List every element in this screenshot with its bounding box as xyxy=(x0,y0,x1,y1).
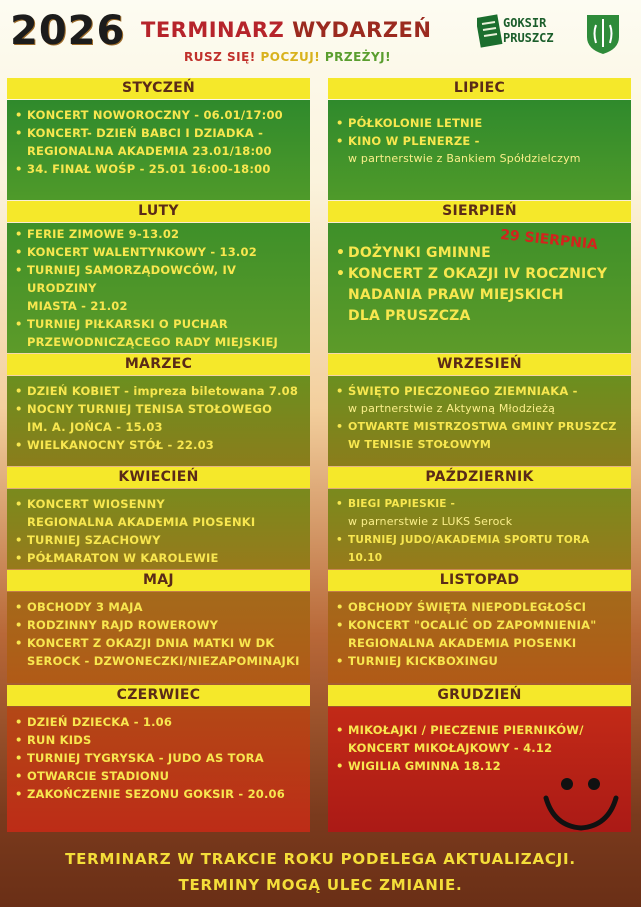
item-text: OTWARTE MISTRZOSTWA GMINY PRUSZCZ xyxy=(348,420,617,433)
logo-text xyxy=(503,16,554,46)
month-header-grudzien: GRUDZIEŃ xyxy=(328,685,631,706)
item-text: KONCERT NOWOROCZNY - 06.01/17:00 xyxy=(27,108,283,122)
item-text: TURNIEJ SZACHOWY xyxy=(27,533,161,547)
list-item xyxy=(334,598,625,616)
item-text: 34. FINAŁ WOŚP - 25.01 16:00-18:00 xyxy=(27,162,271,176)
item-text: TURNIEJ SAMORZĄDOWCÓW, IV URODZINY xyxy=(27,263,237,295)
list-item xyxy=(334,132,625,168)
item-text: DZIEŃ KOBIET - impreza biletowana 7.08 xyxy=(27,384,299,398)
month-box-kwiecien xyxy=(7,489,310,569)
list-item xyxy=(334,531,625,567)
item-text-cont: PRZEWODNICZĄCEGO RADY MIEJSKIEJ xyxy=(27,335,279,349)
item-text: WIELKANOCNY STÓŁ - 22.03 xyxy=(27,438,214,452)
list-item xyxy=(13,261,304,315)
item-text: PÓŁMARATON W KAROLEWIE xyxy=(27,551,219,565)
list-item xyxy=(13,749,304,767)
item-text: DZIEŃ DZIECKA - 1.06 xyxy=(27,715,173,729)
item-text: RUN KIDS xyxy=(27,733,92,747)
item-text-cont: SEROCK - DZWONECZKI/NIEZAPOMINAJKI xyxy=(27,654,300,668)
month-box-lipiec xyxy=(328,100,631,200)
item-text: PÓŁKOLONIE LETNIE xyxy=(348,116,483,130)
item-subtext: w partnerstwie z Aktywną Młodzieżą xyxy=(348,402,556,415)
item-text: OTWARCIE STADIONU xyxy=(27,769,170,783)
list-item xyxy=(13,495,304,531)
footer-note-1: TERMINARZ W TRAKCIE ROKU PODELEGA AKTUALIZACJI. xyxy=(65,850,576,868)
footer-note-2: TERMINY MOGĄ ULEC ZMIANIE. xyxy=(178,876,463,894)
right-column xyxy=(328,78,631,833)
list-item xyxy=(13,124,304,160)
item-text: OBCHODY ŚWIĘTA NIEPODLEGŁOŚCI xyxy=(348,600,587,614)
page-title xyxy=(141,18,431,42)
list-item xyxy=(13,531,304,549)
item-text: DOŻYNKI GMINNE xyxy=(348,245,491,261)
month-header-marzec: MARZEC xyxy=(7,354,310,375)
list-item xyxy=(13,243,304,261)
logo-line-2: PRUSZCZ xyxy=(503,31,554,45)
item-text: TURNIEJ TYGRYSKA - JUDO AS TORA xyxy=(27,751,264,765)
month-header-sierpien: SIERPIEŃ xyxy=(328,201,631,222)
list-item xyxy=(13,731,304,749)
title-part-1: TERMINARZ xyxy=(141,18,285,42)
item-text: KONCERT WIOSENNY xyxy=(27,497,165,511)
month-header-maj: MAJ xyxy=(7,570,310,591)
item-text: BIEGI PAPIESKIE - xyxy=(348,498,456,510)
item-text: TURNIEJ KICKBOXINGU xyxy=(348,654,499,668)
item-text-cont: REGIONALNA AKADEMIA PIOSENKI xyxy=(27,515,256,529)
month-header-styczen: STYCZEŃ xyxy=(7,78,310,99)
list-item xyxy=(334,382,625,418)
item-text: KONCERT Z OKAZJI IV ROCZNICY xyxy=(348,266,608,282)
slogan-1: RUSZ SIĘ! xyxy=(184,50,256,64)
list-item xyxy=(334,721,625,757)
list-item xyxy=(334,495,625,531)
item-text-cont: REGIONALNA AKADEMIA 23.01/18:00 xyxy=(27,144,272,158)
item-text: KONCERT Z OKAZJI DNIA MATKI W DK xyxy=(27,636,275,650)
item-text: MIKOŁAJKI / PIECZENIE PIERNIKÓW/ xyxy=(348,723,584,737)
list-item xyxy=(334,418,625,454)
year-title: 2026 xyxy=(10,8,126,54)
item-text-cont: NADANIA PRAW MIEJSKICH xyxy=(348,287,564,303)
list-item xyxy=(13,767,304,785)
title-part-2: WYDARZEŃ xyxy=(292,18,432,42)
month-box-pazdziernik xyxy=(328,489,631,569)
list-item xyxy=(13,549,304,567)
list-item xyxy=(334,652,625,670)
month-header-kwiecien: KWIECIEŃ xyxy=(7,467,310,488)
list-item xyxy=(13,785,304,803)
item-text: KINO W PLENERZE - xyxy=(348,134,480,148)
item-text: WIGILIA GMINNA 18.12 xyxy=(348,759,501,773)
list-item xyxy=(334,616,625,652)
month-header-luty: LUTY xyxy=(7,201,310,222)
list-item xyxy=(13,598,304,616)
list-item xyxy=(13,436,304,454)
month-header-lipiec: LIPIEC xyxy=(328,78,631,99)
list-item xyxy=(13,160,304,178)
slogan-2: POCZUJ! xyxy=(260,50,321,64)
crest-icon xyxy=(585,13,621,55)
month-box-maj xyxy=(7,592,310,683)
logo-line-1: GOKSIR xyxy=(503,16,547,30)
list-item xyxy=(13,616,304,634)
list-item xyxy=(13,713,304,731)
list-item xyxy=(334,264,625,327)
item-text: TURNIEJ PIŁKARSKI O PUCHAR xyxy=(27,317,228,331)
list-item xyxy=(13,225,304,243)
item-subtext: w parnerstwie z LUKS Serock xyxy=(348,515,513,528)
item-text: RODZINNY RAJD ROWEROWY xyxy=(27,618,219,632)
month-header-czerwiec: CZERWIEC xyxy=(7,685,310,706)
list-item xyxy=(334,114,625,132)
header xyxy=(0,0,641,75)
item-text-cont: DLA PRUSZCZA xyxy=(348,308,471,324)
month-box-luty xyxy=(7,223,310,353)
item-text: KONCERT "OCALIĆ OD ZAPOMNIENIA" xyxy=(348,618,597,632)
month-header-pazdziernik: PAŹDZIERNIK xyxy=(328,467,631,488)
month-header-listopad: LISTOPAD xyxy=(328,570,631,591)
item-text-cont: MIASTA - 21.02 xyxy=(27,299,128,313)
item-text: KONCERT WALENTYNKOWY - 13.02 xyxy=(27,245,257,259)
list-item xyxy=(13,106,304,124)
item-text: ŚWIĘTO PIECZONEGO ZIEMNIAKA - xyxy=(348,384,578,398)
month-box-styczen xyxy=(7,100,310,200)
list-item xyxy=(13,400,304,436)
item-text: KONCERT- DZIEŃ BABCI I DZIADKA - xyxy=(27,126,264,140)
left-column xyxy=(7,78,310,833)
month-header-wrzesien: WRZESIEŃ xyxy=(328,354,631,375)
smiley-icon xyxy=(542,770,620,832)
sierpien-date-note: 29 SIERPNIA xyxy=(499,226,599,254)
slogan xyxy=(184,50,391,64)
month-box-wrzesien xyxy=(328,376,631,466)
item-subtext: w partnerstwie z Bankiem Spółdzielczym xyxy=(348,152,581,165)
item-text-cont: REGIONALNA AKADEMIA PIOSENKI xyxy=(348,636,577,650)
slogan-3: PRZEŻYJ! xyxy=(324,50,392,64)
month-box-marzec xyxy=(7,376,310,466)
item-text: FERIE ZIMOWE 9-13.02 xyxy=(27,227,180,241)
item-text-cont: KONCERT MIKOŁAJKOWY - 4.12 xyxy=(348,741,553,755)
item-text: TURNIEJ JUDO/AKADEMIA SPORTU TORA 10.10 xyxy=(348,534,590,564)
item-text-cont: W TENISIE STOŁOWYM xyxy=(348,438,492,451)
item-text: NOCNY TURNIEJ TENISA STOŁOWEGO xyxy=(27,402,273,416)
list-item xyxy=(13,382,304,400)
month-box-czerwiec xyxy=(7,707,310,832)
item-text: ZAKOŃCZENIE SEZONU GOKSIR - 20.06 xyxy=(27,787,285,801)
month-box-listopad xyxy=(328,592,631,683)
item-text-cont: IM. A. JOŃCA - 15.03 xyxy=(27,420,163,434)
list-item xyxy=(13,634,304,670)
item-text: OBCHODY 3 MAJA xyxy=(27,600,143,614)
